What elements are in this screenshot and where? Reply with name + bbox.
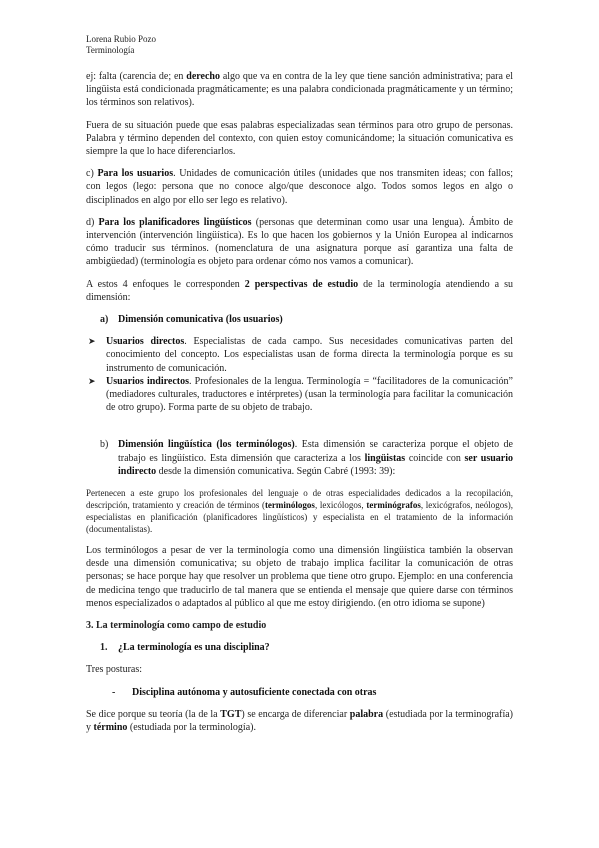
subject-name: Terminología [86, 45, 135, 55]
dimension-title: Dimensión comunicativa (los usuarios) [118, 314, 283, 326]
bold-term: terminógrafos [366, 500, 421, 511]
text-run: coincide con [405, 452, 465, 464]
bullet-text [106, 335, 513, 375]
paragraph-context: Fuera de su situación puede que esas palabras especializadas sean términos para otro grupo de personas. Palabra y término dependen del contexto, con quien estoy comunicándome; la situación comunicativa es siempre la que lo hace diferenciarlos. [86, 119, 513, 158]
text-run: Se dice porque su teoría (la de la [86, 708, 221, 720]
numbered-question [86, 641, 513, 654]
list-marker: a) [100, 314, 109, 326]
text-run: . Especialistas de cada campo. Sus necesidades comunicativas parten del conocimiento del concepto. Los especialistas usan de forma directa la terminología porque es su instrumento de comunicación. [106, 336, 513, 374]
paragraph-perspectives [86, 278, 513, 304]
text-run: . Profesionales de la lengua. Terminología = “facilitadores de la comunicación” (mediadores culturales, traductores e intérpretes) (usan la terminología para facilitar la comunicación de otro grupo). Forma parte de su objeto de trabajo. [106, 375, 513, 414]
text-run: ) se encarga de diferenciar [241, 708, 350, 720]
bold-term: derecho [186, 71, 220, 82]
bold-term: Dimensión lingüística (los terminólogos) [118, 439, 295, 451]
bold-term: término [93, 721, 128, 733]
page-header [86, 34, 513, 56]
bold-term: Usuarios indirectos [106, 375, 189, 387]
text-run: (estudiada por la terminografía) y [86, 708, 513, 733]
bold-term: TGT [220, 708, 242, 720]
text-run: d) [86, 216, 99, 228]
dash-marker: - [112, 686, 116, 698]
paragraph-users [86, 167, 513, 207]
arrow-bullet-icon: ➤ [88, 375, 96, 386]
list-item-dimension-b [86, 438, 513, 478]
bold-term: ser usuario indirecto [118, 452, 514, 477]
bold-term: palabra [349, 708, 384, 720]
text-run: ej: falta (carencia de; en [86, 71, 187, 82]
text-run: . Unidades de comunicación útiles (unidades que nos transmiten ideas; con fallos; con legos (lego: persona que no conoce algo/que desconoce algo. Todos somos legos en algo o disciplinados en algo por ello ser lego es relativo). [86, 168, 514, 206]
cabre-quote [86, 487, 513, 535]
section-heading: 3. La terminología como campo de estudio [86, 620, 267, 632]
question-text: ¿La terminología es una disciplina? [118, 642, 270, 654]
text-run: algo que va en contra de la ley que tiene sanción administrativa; para el lingüista está condicionada pragmáticamente; es una palabra condicionada pragmáticamente y un término; los términos son relativos). [86, 71, 513, 109]
text-run: Pertenecen a este grupo los profesionales del lenguaje o de otras especialidades dedicados a la recopilación, descripción, tratamiento y creación de términos ( [86, 488, 513, 511]
bold-term: Para los planificadores lingüísticos [98, 216, 252, 228]
list-marker: b) [100, 439, 109, 451]
text-run: , lexicógrafos, neólogos), especialistas en planificación (planificadores lingüísticos) y especialista en el tratamiento de la información (documentalistas). [86, 500, 513, 535]
paragraph-three-positions: Tres posturas: [86, 664, 143, 676]
list-marker: 1. [100, 642, 108, 654]
text-run: de la terminología atendiendo a su dimensión: [86, 278, 513, 303]
text-run: c) [86, 168, 98, 180]
dimension-text [118, 438, 513, 478]
author-name: Lorena Rubio Pozo [86, 34, 156, 44]
text-run: (estudiada por la terminología). [127, 721, 256, 733]
text-run: desde la dimensión comunicativa. Según Cabré (1993: 39): [156, 465, 396, 477]
bold-term: lingüistas [364, 452, 406, 464]
paragraph-terminologists: Los terminólogos a pesar de ver la terminología como una dimensión lingüística también la observan desde una dimensión comunicativa; su objeto de trabajo implica facilitar la comunicación de otras personas; se hace porque hay que resolver un problema que tiene otro grupo. Ejemplo: en una conferencia de medicina tengo que traducirlo de tal manera que se entienda el mensaje que quiere darse con términos menos especializados o adaptados al público al que me estoy dirigiendo. (en otro idioma se supone) [86, 545, 513, 609]
text-run: A estos 4 enfoques le corresponden [86, 278, 245, 290]
text-run: , lexicólogos, [314, 500, 367, 511]
bold-term: 2 perspectivas de estudio [244, 278, 359, 290]
dash-item-autonomous [86, 686, 513, 699]
paragraph-planners [86, 216, 513, 269]
bold-term: terminólogos [264, 500, 315, 511]
spacer [86, 414, 513, 438]
bold-term: Para los usuarios [97, 168, 174, 180]
bullet-text [106, 375, 513, 415]
bullet-indirect-users [86, 375, 513, 415]
arrow-bullet-icon: ➤ [88, 336, 96, 347]
list-item-dimension-a [86, 313, 513, 326]
text-run: (personas que determinan como usar una lengua). Ámbito de intervención (intervención lingüística). Es lo que hacen los gobiernos y la Unión Europea al indicarnos cómo traducir sus términos. (nomenclatura de una asignatura porque así garantiza una falta de ambigüedad) (terminología es objeto para ordenar cómo nos vamos a comunicar). [86, 216, 513, 268]
bullet-direct-users [86, 335, 513, 375]
paragraph-example-falta [86, 70, 513, 110]
text-run: . Esta dimensión se caracteriza porque el objeto de trabajo es lingüístico. Esta dimensión que caracteriza a los [118, 439, 513, 464]
paragraph-tgt [86, 708, 513, 734]
dash-item-text: Disciplina autónoma y autosuficiente conectada con otras [132, 686, 377, 698]
bold-term: Usuarios directos [106, 336, 185, 348]
